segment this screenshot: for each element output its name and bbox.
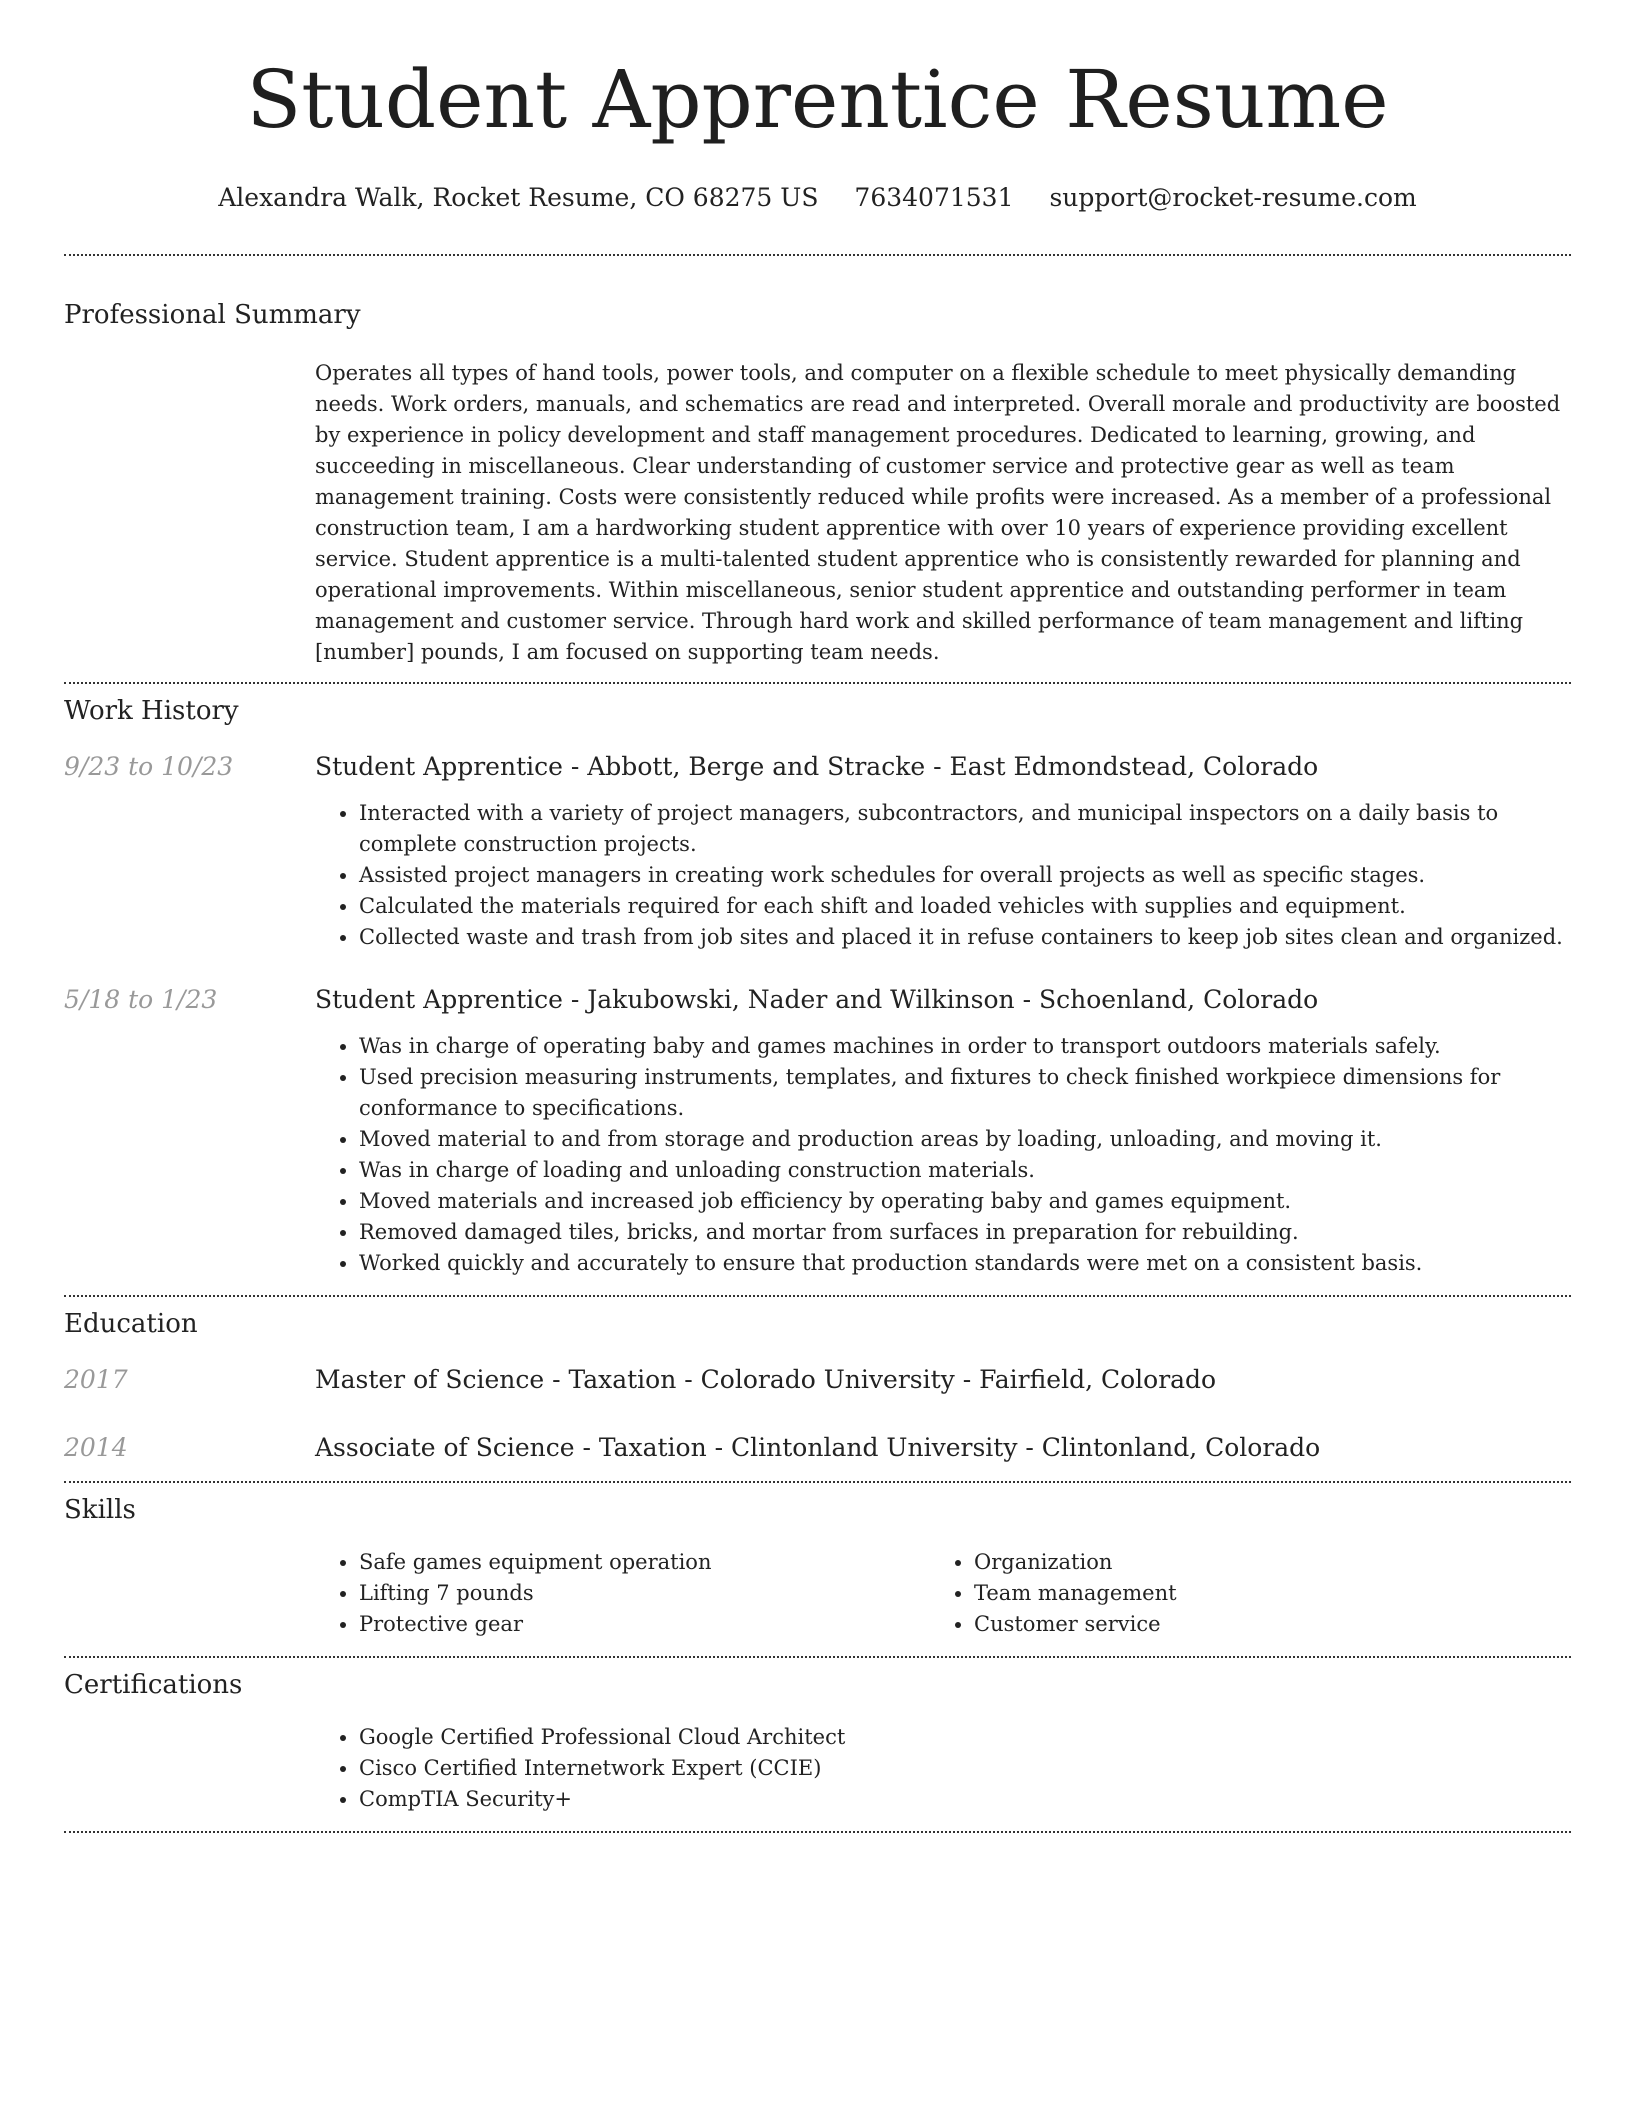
section-heading-work: Work History bbox=[64, 696, 239, 726]
list-item: • Worked quickly and accurately to ensure that production standards were met on a consistent basis. bbox=[359, 1248, 1571, 1279]
section-heading-certifications: Certifications bbox=[64, 1670, 243, 1700]
skills-list-right bbox=[930, 1547, 1545, 1640]
divider bbox=[64, 1481, 1571, 1483]
list-item: • Was in charge of operating baby and games machines in order to transport outdoors materials safely. bbox=[359, 1031, 1571, 1062]
certifications-list bbox=[315, 1722, 1571, 1815]
list-item: • Moved material to and from storage and production areas by loading, unloading, and moving it. bbox=[359, 1124, 1571, 1155]
job-bullets bbox=[315, 798, 1571, 953]
list-item: • Assisted project managers in creating work schedules for overall projects as well as specific stages. bbox=[359, 860, 1571, 891]
divider bbox=[64, 1831, 1571, 1833]
skills-left-spacer bbox=[64, 1547, 315, 1640]
certification-item: • Google Certified Professional Cloud Architect bbox=[359, 1722, 1571, 1753]
education-year: 2017 bbox=[64, 1365, 128, 1394]
section-heading-summary: Professional Summary bbox=[64, 300, 361, 330]
divider bbox=[64, 682, 1571, 684]
page-title: Student Apprentice Resume bbox=[246, 53, 1389, 146]
certifications-left-spacer bbox=[64, 1722, 315, 1815]
contact-email: support@rocket-resume.com bbox=[1049, 183, 1417, 212]
list-item: • Interacted with a variety of project managers, subcontractors, and municipal inspectors on a daily basis to complete construction projects. bbox=[359, 798, 1571, 860]
job-bullets bbox=[315, 1031, 1571, 1279]
skill-item: • Safe games equipment operation bbox=[359, 1547, 930, 1578]
list-item: • Collected waste and trash from job sites and placed it in refuse containers to keep job sites clean and organized. bbox=[359, 922, 1571, 953]
contact-address: Alexandra Walk, Rocket Resume, CO 68275 US bbox=[218, 183, 819, 212]
divider bbox=[64, 1656, 1571, 1658]
job-title: Student Apprentice - Abbott, Berge and Stracke - East Edmondstead, Colorado bbox=[315, 752, 1319, 781]
education-year: 2014 bbox=[64, 1433, 128, 1462]
summary-row bbox=[64, 358, 1571, 668]
summary-text: Operates all types of hand tools, power tools, and computer on a flexible schedule to meet physically demanding needs. Work orders, manuals, and schematics are read and interpreted. Overall morale and productivity are boosted by experience in policy development and staff management procedures. Dedicated to learning, growing, and succeeding in miscellaneous. Clear understanding of customer service and protective gear as well as team management training. Costs were consistently reduced while profits were increased. As a member of a professional construction team, I am a hardworking student apprentice with over 10 years of experience providing excellent service. Student apprentice is a multi-talented student apprentice who is consistently rewarded for planning and operational improvements. Within miscellaneous, senior student apprentice and outstanding performer in team management and customer service. Through hard work and skilled performance of team management and lifting [number] pounds, I am focused on supporting team needs. bbox=[315, 361, 1561, 664]
certification-item: • CompTIA Security+ bbox=[359, 1784, 1571, 1815]
skill-item: • Customer service bbox=[974, 1609, 1545, 1640]
skills-columns bbox=[315, 1547, 1571, 1640]
certifications-row bbox=[64, 1722, 1571, 1815]
section-heading-education: Education bbox=[64, 1309, 198, 1339]
list-item: • Moved materials and increased job efficiency by operating baby and games equipment. bbox=[359, 1186, 1571, 1217]
resume-page bbox=[64, 0, 1571, 1833]
job-dates: 9/23 to 10/23 bbox=[64, 752, 234, 781]
skill-item: • Protective gear bbox=[359, 1609, 930, 1640]
education-degree: Associate of Science - Taxation - Clintonland University - Clintonland, Colorado bbox=[315, 1433, 1321, 1462]
contact-line bbox=[64, 180, 1571, 216]
skill-item: • Team management bbox=[974, 1578, 1545, 1609]
list-item: • Used precision measuring instruments, templates, and fixtures to check finished workpiece dimensions for conformance to specifications. bbox=[359, 1062, 1571, 1124]
section-heading-skills: Skills bbox=[64, 1495, 136, 1525]
education-entry bbox=[64, 1363, 1571, 1397]
certification-item: • Cisco Certified Internetwork Expert (CCIE) bbox=[359, 1753, 1571, 1784]
contact-phone: 7634071531 bbox=[854, 183, 1014, 212]
job-entry bbox=[64, 983, 1571, 1279]
summary-left-spacer bbox=[64, 358, 315, 668]
skill-item: • Organization bbox=[974, 1547, 1545, 1578]
education-entry bbox=[64, 1431, 1571, 1465]
job-title: Student Apprentice - Jakubowski, Nader and Wilkinson - Schoenland, Colorado bbox=[315, 985, 1319, 1014]
skills-row bbox=[64, 1547, 1571, 1640]
skill-item: • Lifting 7 pounds bbox=[359, 1578, 930, 1609]
job-dates: 5/18 to 1/23 bbox=[64, 985, 218, 1014]
divider bbox=[64, 1295, 1571, 1297]
list-item: • Was in charge of loading and unloading construction materials. bbox=[359, 1155, 1571, 1186]
job-entry bbox=[64, 750, 1571, 953]
list-item: • Removed damaged tiles, bricks, and mortar from surfaces in preparation for rebuilding. bbox=[359, 1217, 1571, 1248]
divider bbox=[64, 254, 1571, 256]
skills-list-left bbox=[315, 1547, 930, 1640]
list-item: • Calculated the materials required for each shift and loaded vehicles with supplies and equipment. bbox=[359, 891, 1571, 922]
education-degree: Master of Science - Taxation - Colorado University - Fairfield, Colorado bbox=[315, 1365, 1217, 1394]
